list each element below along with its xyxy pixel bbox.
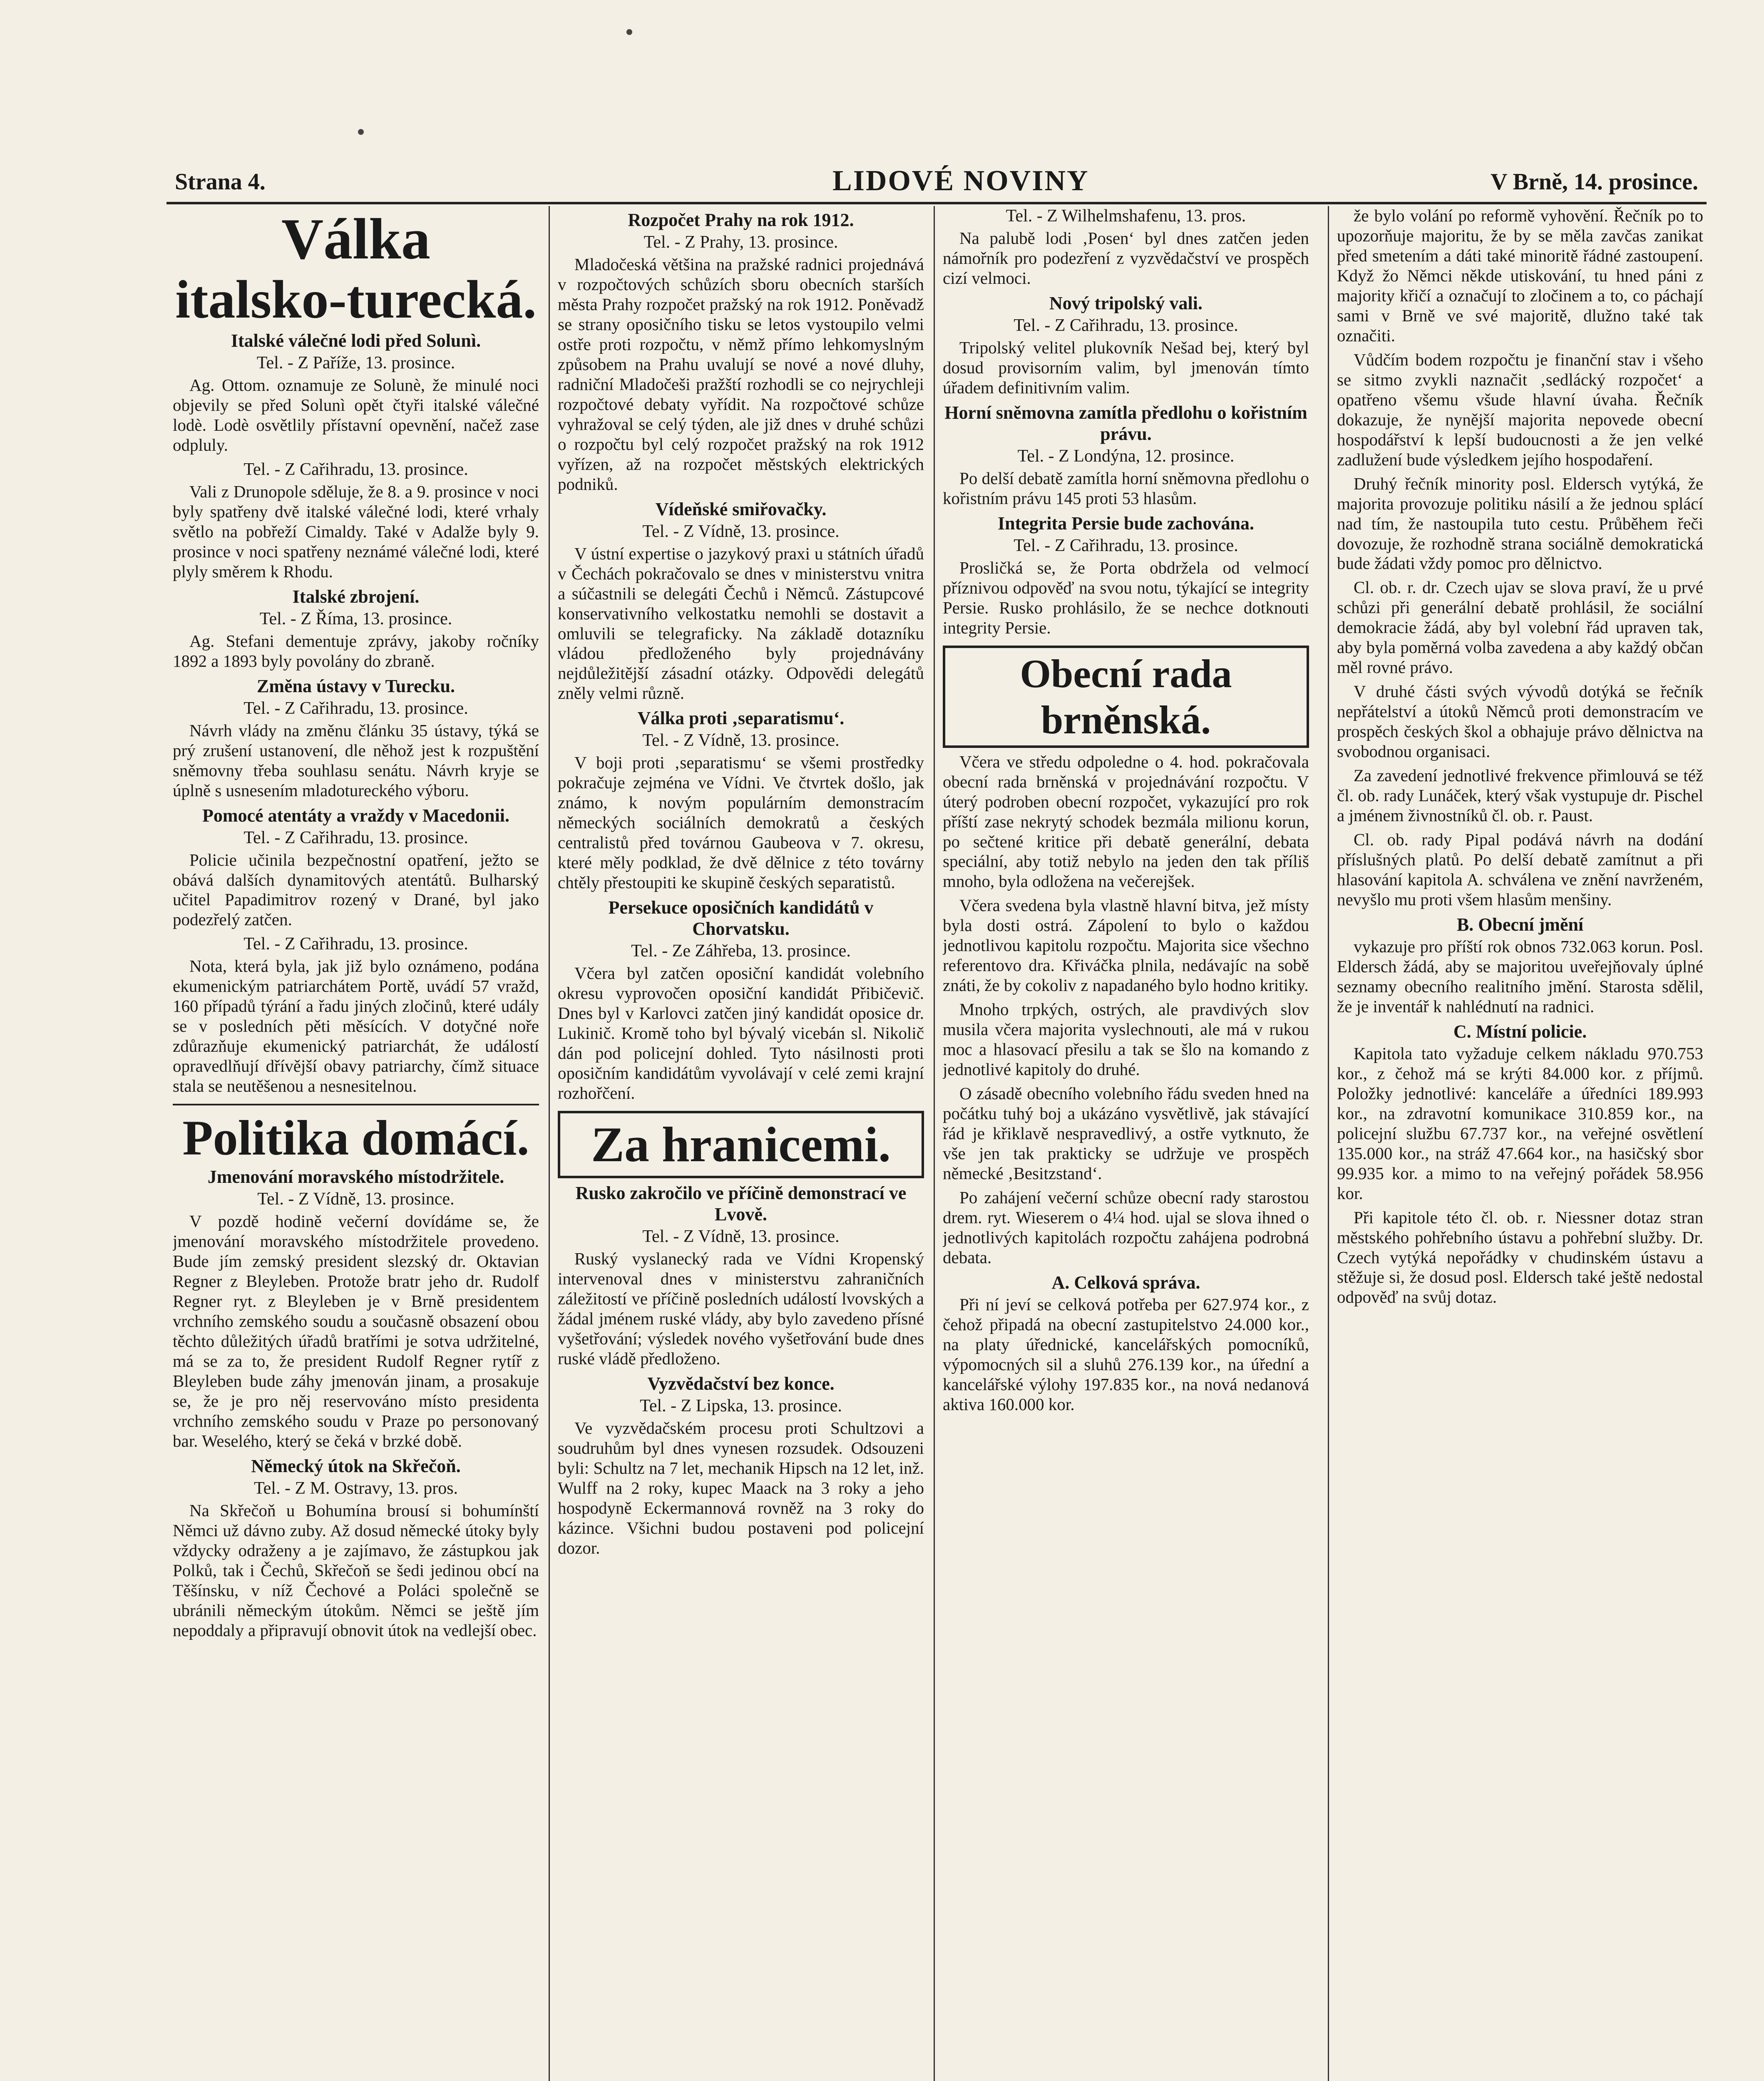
article-text: Ag. Ottom. oznamuje ze Solunè, že minulé noci objevily se před Solunì opět čtyři italské válečné lodè. Lodè osvětlily přístavní opevnění, načež zase odpluly. (173, 375, 539, 454)
article-heading: Jmenování moravského místodržitele. (207, 1167, 504, 1187)
column-rule (934, 206, 935, 2081)
article-heading: B. Obecní jmění (1456, 914, 1584, 935)
article-text: vykazuje pro příští rok obnos 732.063 korun. Posl. Eldersch žádá, aby se majoritou uveřejňovaly úplné seznamy obecního realitního jmění. Starosta sdělil, že je inventář k nahlédnutí na radnici. (1337, 936, 1703, 1016)
dateline: Tel. - Z Lipska, 13. prosince. (640, 1396, 842, 1415)
dateline: Tel. - Z M. Ostravy, 13. pros. (253, 1478, 458, 1498)
article-text: Policie učinila bezpečnostní opatření, ježto se obává dalších dynamitových atentátů. Bulharský učitel Papadimitrov rozený v Drané, byl jako podezřelý zatčen. (173, 850, 539, 929)
section-title-abroad: Za hranicemi. (558, 1111, 924, 1178)
column-3 (943, 206, 1309, 2081)
dateline: Tel. - Z Cařihradu, 13. prosince. (243, 459, 468, 479)
dateline: Tel. - Z Vídně, 13. prosince. (642, 731, 840, 750)
scan-speck (358, 129, 364, 135)
article-text: V boji proti ‚separatismu‘ se všemi prostředky pokračuje zejména ve Vídni. Ve čtvrtek došlo, jak známo, k novým populárním demonstracím německých sociálních demokratů a českých centralistů před továrnou Gaubeova v 7. okresu, které měly podklad, že dvě dělnice z této továrny chtěly přestoupiti ke skupině českých separatistů. (558, 753, 924, 892)
article-text: Včera byl zatčen oposiční kandidát volebního okresu vyprovočen oposiční kandidát Přibičevič. Dnes byl v Karlovci zatčen jiný kandidát oposice dr. Lukinič. Kromě toho byl bývalý vicebán sl. Nikolič dán pod policejní dohled. Tyto násilnosti proti oposičním kandidátům vyvolávají v celé zemi krajní rozhořčení. (558, 964, 924, 1103)
dateline: Tel. - Z Wilhelmshafenu, 13. pros. (1006, 206, 1246, 226)
section-title-politics: Politika domácí. (182, 1110, 529, 1166)
article-text: Vali z Drunopole sděluje, že 8. a 9. prosince v noci byly spatřeny dvě italské válečné lodi, které vrhaly světlo na pobřeží Cimaldy. Také v Adalže byly 9. prosince v noci spatřeny neznámé válečné lodi, které plyly směrem k Rhodu. (173, 482, 539, 581)
article-text: Při ní jeví se celková potřeba per 627.974 kor., z čehož připadá na obecní zastupitelstvo 24.000 kor., na platy úřednické, kancelářských pomocníků, výpomocných sil a sluhů 276.139 kor., na úřední a kancelářské výlohy 197.835 kor., na nová nedanová aktiva 160.000 kor. (943, 1294, 1309, 1414)
article-text: Nota, která byla, jak již bylo oznámeno, podána ekumenickým patriarchátem Portě, uvádí 57 vražd, 160 případů týrání a řadu jiných zločinů, které udály se v posledních pěti měsících. V dotyčné noře zdůrazňuje ekumenický patriarchát, že událostí opravedlňují dřívější obavy patriarchy, čímž situace stala se neutěšenou a nesnesitelnou. (173, 956, 539, 1096)
article-heading: Persekuce oposičních kandidátů v Chorvatsku. (608, 897, 874, 939)
article-text: Po delší debatě zamítla horní sněmovna předlohu o kořistním právu 145 proti 53 hlasům. (943, 468, 1309, 508)
article-text: Za zavedení jednotlivé frekvence přimlouvá se též čl. ob. rady Lunáček, který však vystupuje dr. Pischel a jménem živnostníků čl. ob. r. Paust. (1337, 766, 1703, 825)
article-heading: Horní sněmovna zamítla předlohu o kořistním právu. (944, 402, 1307, 444)
article-heading: Pomocé atentáty a vraždy v Macedonii. (202, 805, 510, 826)
column-1 (173, 206, 539, 2081)
article-text: Ve vyzvědačském procesu proti Schultzovi a soudruhům byl dnes vynesen rozsudek. Odsouzeni byli: Schultz na 7 let, mechanik Hipsch na 12 let, inž. Wulff na 2 roky, kupec Maack na 3 roky a jeho hospodyně Eckermannová rovněž na 3 roky do kázince. Všichni budou postaveni pod policejní dozor. (558, 1418, 924, 1557)
dateline: Tel. - Z Cařihradu, 13. prosince. (243, 828, 468, 847)
article-text: Cl. ob. rady Pipal podává návrh na dodání příslušných platů. Po delší debatě zamítnut a při hlasování kapitola A. schválena ve znění navrženém, nevyšlo mu proti všem hlasům menšiny. (1337, 830, 1703, 909)
dateline: Tel. - Z Vídně, 13. prosince. (642, 1227, 840, 1246)
article-text: Vůdčím bodem rozpočtu je finanční stav i všeho se sitmo zvykli naznačit ‚sedlácký rozpočet‘ a opatřeno všemu všude hlavní úvaha. Řečník dokazuje, že nynější majorita nepovede obecní hospodářství k lepší budoucnosti a že jen velké zadlužení bude výsledkem jejího hospodaření. (1337, 350, 1703, 469)
article-heading: Italské zbrojení. (292, 586, 420, 607)
article-text: Včera svedena byla vlastně hlavní bitva, jež místy byla dosti ostrá. Zápolení to bylo o každou jednotlivou kapitolu rozpočtu. Majorita sice všechno referentovo dra. Křiváčka plnila, nedávajíc na sobě znáti, že by cokoliv z napadaného bylo hodno kritiky. (943, 896, 1309, 995)
dateline: Tel. - Z Vídně, 13. prosince. (257, 1189, 455, 1209)
article-text: Mnoho trpkých, ostrých, ale pravdivých slov musila včera majorita vyslechnouti, ale má v rukou moc a hlasovací přesilu a tak se šlo na komando z jednotlivé kapitoly do druhé. (943, 1000, 1309, 1079)
dateline: Tel. - Ze Záhřeba, 13. prosince. (631, 941, 851, 961)
section-title-war: Válka (281, 207, 430, 271)
article-text: Ag. Stefani dementuje zprávy, jakoby ročníky 1892 a 1893 byly povolány do zbraně. (173, 631, 539, 670)
page-number: Strana 4. (175, 169, 266, 195)
article-heading: C. Místní policie. (1453, 1021, 1587, 1042)
dateline: Tel. - Z Říma, 13. prosince. (259, 609, 452, 628)
article-heading: Vyzvědačství bez konce. (647, 1373, 835, 1394)
article-text: O zásadě obecního volebního řádu sveden hned na počátku tuhý boj a ukázáno vysvětlivě, jak stávající řád je křiklavě nespravedlivý, a ostře vytknuto, že vše jen tak prakticky se udržuje ve prospěch německé ‚Besitzstand‘. (943, 1084, 1309, 1183)
article-text: Kapitola tato vyžaduje celkem nákladu 970.753 kor., z čehož má se krýti 84.000 kor. z příjmů. Položky jednotlivé: kanceláře a úředníci 189.993 kor., na zdravotní komunikace 310.859 kor., na policejní službu 67.737 kor., na veřejné osvětlení 135.000 kor., na stráž 47.664 kor., na hasičský sbor 99.935 kor. a mimo to na veřejný pořádek 58.956 kor. (1337, 1043, 1703, 1203)
article-heading: Nový tripolský vali. (1049, 293, 1203, 313)
article-text: V ústní expertise o jazykový praxi u státních úřadů v Čechách pokračovalo se dnes v ministerstvu vnitra a súčastnili se delegáti Čechů i Němců. Zástupcové konservativního velkostatku nemohli se dostavit a omluvili se telegraficky. Na základě dotazníku vládou předloženého byly projednávány nejdůležitější zásadní otázky. Odpovědi delegátů zněly velmi různě. (558, 544, 924, 703)
article-text: Návrh vlády na změnu článku 35 ústavy, týká se prý zrušení ustanovení, dle něhož jest k rozpuštění sněmovny třeba souhlasu senátu. Návrh kryje se úplně s usnesením mladotureckého výboru. (173, 720, 539, 800)
article-text: Mladočeská většina na pražské radnici projednává v rozpočtových schůzích sboru obecních starších města Prahy rozpočet pražský na rok 1912. Poněvadž se strany oposičního tisku se letos vystoupilo velmi ostře proti rozpočtu, v němž přímo lehkomyslným způsobem na Prahu uvalují se nové a nové dluhy, radniční Mladočeši pražští rozhodli se co nejrychleji rozpočtové debaty vyřídit. Na rozpočtové schůze vyhražoval se celý týden, ale již dnes v druhé schůzi o rozpočtu byl celý rozpočet pražský na rok 1912 vyřízen, až na rozpočet městských elektrických podniků. (558, 255, 924, 494)
article-text: Druhý řečník minority posl. Eldersch vytýká, že majorita provozuje politiku násilí a že jednou splácí nad tím, že nastoupila tuto cestu. Průběhem řeči dovozuje, že rozhodně strana sociálně demokratická bude žádati vždy pomoc pro dělnictvo. (1337, 474, 1703, 573)
article-text: V pozdě hodině večerní dovídáme se, že jmenování moravského místodržitele provedeno. Bude jím zemský president slezský dr. Oktavian Regner z Bleyleben. Protože bratr jeho dr. Rudolf Regner ryt. z Bleyleben je v Brně presidentem vrchního zemského soudu a současně obsazení obou těchto důležitých úřadů bratřími je sotva udržitelné, má se za to, že president Rudolf Regner rytíř z Bleyleben bude záhy jmenován jinam, a prosakuje se, že je pro něj reservováno místo presidenta vrchního zemského soudu v Praze po personovaný bar. Weselého, který se čeká v brzké době. (173, 1212, 539, 1450)
dateline: Tel. - Z Prahy, 13. prosince. (643, 233, 838, 252)
article-text: Ruský vyslanecký rada ve Vídni Kropenský intervenoval dnes v ministerstvu zahraničních záležitostí ve příčině posledních událostí lvovských a žádal jménem ruské vlády, aby bylo zavedeno přísné vyšetřování; výsledek nového vyšetřování bude dnes ruské vládě předloženo. (558, 1249, 924, 1368)
article-heading: A. Celková správa. (1051, 1272, 1200, 1293)
section-title-city-council: Obecní rada brněnská. (943, 646, 1309, 748)
article-text: Na palubě lodi ‚Posen‘ byl dnes zatčen jeden námořník pro podezření z vyzvědačství ve prospěch cizí velmoci. (943, 228, 1309, 288)
page-header (166, 164, 1707, 204)
column-rule (1328, 206, 1329, 2081)
article-heading: Změna ústavy v Turecku. (257, 675, 455, 696)
article-text: Cl. ob. r. dr. Czech ujav se slova praví, že u prvé schůzi při generální debatě prohlásil, že sociální demokracie žádá, aby byl volební řád upraven tak, aby byla poměrná volba zavedena a aby každý občan měl rovné právo. (1337, 578, 1703, 677)
dateline: Tel. - Z Cařihradu, 13. prosince. (243, 934, 468, 954)
article-heading: Německý útok na Skřečoň. (251, 1455, 461, 1476)
scan-speck (626, 29, 632, 35)
article-heading: Vídeňské smiřovačky. (655, 499, 827, 519)
column-rule (549, 206, 550, 2081)
dateline: Tel. - Z Cařihradu, 13. prosince. (1014, 315, 1238, 335)
article-heading: Integrita Persie bude zachována. (998, 513, 1254, 534)
dateline: Tel. - Z Paříže, 13. prosince. (256, 353, 455, 372)
article-text: Na Skřečoň u Bohumína brousí si bohumínští Němci už dávno zuby. Až dosud německé útoky byly vždycky odraženy a je zajímavo, že zástupkou jak Polků, tak i Čechů, Skřečoň se šedi jedinou obcí na Těšínsku, v níž Čechové a Poláci společně se ubránili německým útokům. Němci se ještě jím nepoddaly a připravují obnovit útok na vedlejší obec. (173, 1500, 539, 1640)
article-text: Prosličká se, že Porta obdržela od velmocí příznivou odpověď na svou notu, týkající se integrity Persie. Rusko prohlásilo, že se nechce dotknouti integrity Persie. (943, 558, 1309, 637)
dateline: Tel. - Z Londýna, 12. prosince. (1017, 446, 1235, 466)
dateline: Tel. - Z Cařihradu, 13. prosince. (243, 698, 468, 718)
article-heading: Válka proti ‚separatismu‘. (637, 708, 845, 729)
article-text: že bylo volání po reformě vyhovění. Řečník po to upozorňuje majoritu, že by se měla zavčas zanikat před smetením a dáti také minoritě řádné zastoupení. Když žo Němci někde utiskování, tu hned páni z majority křičí a označují to zločinem a to, co páchají sami v Brně ve své majoritě, dlužno také tak označiti. (1337, 206, 1703, 345)
article-heading: Italské válečné lodi před Solunì. (231, 330, 481, 351)
column-4 (1337, 206, 1703, 2081)
section-divider (173, 1104, 539, 1105)
article-heading: Rozpočet Prahy na rok 1912. (628, 210, 854, 230)
dateline: Tel. - Z Cařihradu, 13. prosince. (1014, 536, 1238, 555)
column-2 (558, 206, 924, 2081)
article-text: Včera ve středu odpoledne o 4. hod. pokračovala obecní rada brněnská v projednávání rozpočtu. V úterý podroben obecní rozpočet, vykazující pro rok příští zase nekrytý schodek bezmála milionu korun, po sečtené kritice při debatě generální, debata speciální, aby totiž nebylo na jeden den tak příliš mnoho, byla odložena na večerejšek. (943, 752, 1309, 891)
issue-date: V Brně, 14. prosince. (1491, 169, 1698, 195)
article-heading: Rusko zakročilo ve příčině demonstrací ve Lvově. (575, 1182, 907, 1224)
article-text: Tripolský velitel plukovník Nešad bej, který byl dosud provisorním valim, byl jmenován tímto úřadem definitivním valim. (943, 338, 1309, 397)
dateline: Tel. - Z Vídně, 13. prosince. (642, 521, 840, 541)
article-text: Po zahájení večerní schůze obecní rady starostou drem. ryt. Wieserem o 4¼ hod. ujal se slova ihned o jednotlivých kapitolách rozpočtu zahájena podrobná debata. (943, 1187, 1309, 1267)
article-text: Při kapitole této čl. ob. r. Niessner dotaz stran městského pohřebního ústavu a pohřební služby. Dr. Czech vytýká nepořádky v chudinském ústavu a stěžuje si, že dosud posl. Eldersch také ještě nedostal odpověď na svůj dotaz. (1337, 1207, 1703, 1307)
article-text: V druhé části svých vývodů dotýká se řečník nepřátelství a útoků Němců proti demonstracím ve prospěch českých škol a obhajuje právo dělnictva na svobodnou organisaci. (1337, 682, 1703, 761)
section-title-war-sub: italsko-turecká. (175, 270, 537, 330)
masthead: LIDOVÉ NOVINY (832, 165, 1089, 197)
